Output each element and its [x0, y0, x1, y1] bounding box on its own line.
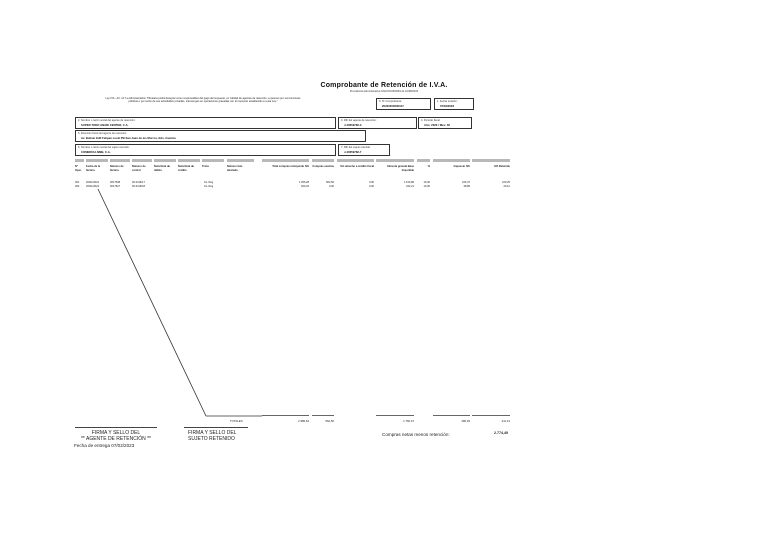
col-header-total: Total compras incluyendo IVA: [272, 165, 309, 168]
cell-exentas: 0,00: [328, 185, 334, 188]
total-underline: [433, 415, 470, 416]
total-impuesto: 285,03: [461, 419, 470, 423]
signature-line-agente: [75, 427, 157, 428]
col-header-nota-credito: Nota Nota de crédito: [178, 165, 194, 172]
cell-exentas: 562,50: [326, 181, 334, 184]
cell-trans: 01- Reg: [204, 181, 214, 184]
col-header-afectada: Número fact. afectada: [227, 165, 243, 172]
cell-total: 1.356,28: [298, 181, 309, 184]
col-header-sin-derecho: Sin derecho a crédito fiscal: [340, 165, 374, 168]
total-underline: [312, 415, 334, 416]
col-header-control: Número de control: [132, 165, 146, 172]
cell-pct: 16,00: [423, 185, 430, 188]
firma-sujeto: FIRMA Y SELLO DEL SUJETO RETENIDO: [188, 430, 237, 442]
cell-fecha: 20/01/2023: [86, 181, 99, 184]
col-header-fecha: Fecha de la factura: [86, 165, 101, 172]
sujeto-nombre-label: 6. Nombre o razón social del sujeto retenido:: [78, 146, 130, 149]
col-header-exentas: Compras exentas: [312, 165, 334, 168]
numero-comprobante-value: 20230200000017: [382, 103, 404, 108]
col-header-nro: Nº Oper.: [75, 165, 82, 172]
compras-netas-valor: 2.774,49: [494, 431, 508, 435]
cell-retenido: 29,12: [503, 185, 510, 188]
cell-impuesto: 38,85: [463, 185, 470, 188]
total-compras: 2.985,62: [298, 419, 309, 423]
col-header-pct: %: [427, 165, 430, 168]
col-header-retenido: IVA Retenido: [494, 165, 510, 168]
compras-netas-label: Compras netas menos retención:: [382, 432, 450, 437]
cell-sin-derecho: 0,00: [368, 185, 374, 188]
cell-sin-derecho: 0,00: [368, 181, 374, 184]
total-underline: [376, 415, 414, 416]
col-header-impuesto: Impuesto IVA: [453, 165, 470, 168]
agente-rif-label: 3. RIF del agente de retención:: [341, 119, 377, 122]
col-header-base: Alícuota general Base Imponible: [386, 165, 414, 172]
cell-control: 00-0116/17: [132, 181, 145, 184]
agente-nombre-label: 2. Nombre o razón social del agente de retención:: [78, 119, 136, 122]
total-underline: [262, 415, 309, 416]
sujeto-rif-value: J-40659782-7: [344, 149, 362, 154]
firma-agente: FIRMA Y SELLO DEL ** AGENTE DE RETENCIÓN **: [80, 430, 151, 442]
cell-fecha: 20/01/2023: [86, 185, 99, 188]
fecha-entrega: Fecha de entrega 07/02/2023: [74, 443, 135, 448]
cell-nro: 002: [75, 185, 80, 188]
col-header-trans: Trans: [202, 165, 209, 168]
numero-comprobante-label: 0. Nº Comprobante:: [379, 100, 402, 103]
total-underline: [472, 415, 510, 416]
agente-nombre-value: SUPER TODO ANARI CENTER, C.A.: [81, 122, 129, 127]
cell-retenido: 160,25: [502, 181, 510, 184]
col-header-factura: Número de factura: [110, 165, 124, 172]
fecha-emision-label: 1. Fecha emisión:: [437, 100, 458, 103]
cell-factura: 0017527: [110, 185, 121, 188]
agente-rif-value: J-40659782-3: [344, 122, 362, 127]
periodo-fiscal-label: 4. Período fiscal:: [421, 119, 441, 122]
cell-pct: 16,00: [423, 181, 430, 184]
signature-line-sujeto: [184, 427, 248, 428]
sujeto-nombre-value: COMERCIA.NMB, C.A.: [81, 149, 111, 154]
cell-factura: 0017508: [110, 181, 121, 184]
sujeto-rif-label: 7. RIF del sujeto retenido:: [341, 146, 371, 149]
cell-control: 00-0116/18: [132, 185, 145, 188]
total-base: 1.766,07: [403, 419, 414, 423]
cell-nro: 001: [75, 181, 80, 184]
document-subtitle: Providencia Administrativa SNAT/2015/0049 de 10/08/2015: [349, 90, 419, 93]
fecha-emision-value: 07/02/2023: [440, 103, 454, 108]
law-text: Ley IVA - Art. 11 "La Administración Tributaria podrá designar como responsables del pago del impuesto, en calidad de agentes de retención, a quienes por sus funciones públicas o por razón de sus actividades privadas, intervengan en operaciones gravadas con el impuesto establecido en esta Ley.": [105, 97, 301, 104]
total-exentas: 562,50: [325, 419, 334, 423]
cell-impuesto: 156,70: [462, 181, 470, 184]
cell-base: 1.516,86: [403, 181, 414, 184]
periodo-fiscal-value: Año: 2023 / Mes: 02: [424, 122, 450, 127]
cell-trans: 01- Reg: [204, 185, 214, 188]
total-retenido: 211,13: [501, 419, 510, 423]
agente-direccion-value: Av. Bolívar Edif Felipan Local PB San Juan de los Morros, Edo. Guárico: [81, 135, 176, 140]
totals-label: TOTALES:: [230, 419, 244, 423]
cell-base: 242,21: [406, 185, 414, 188]
document-title: Comprobante de Retención de I.V.A.: [320, 82, 448, 89]
agente-direccion-label: 5. Dirección fiscal del agente de retención:: [78, 132, 127, 135]
col-header-nota-debito: Nota Nota de débito: [154, 165, 170, 172]
cell-total: 629,34: [301, 185, 309, 188]
